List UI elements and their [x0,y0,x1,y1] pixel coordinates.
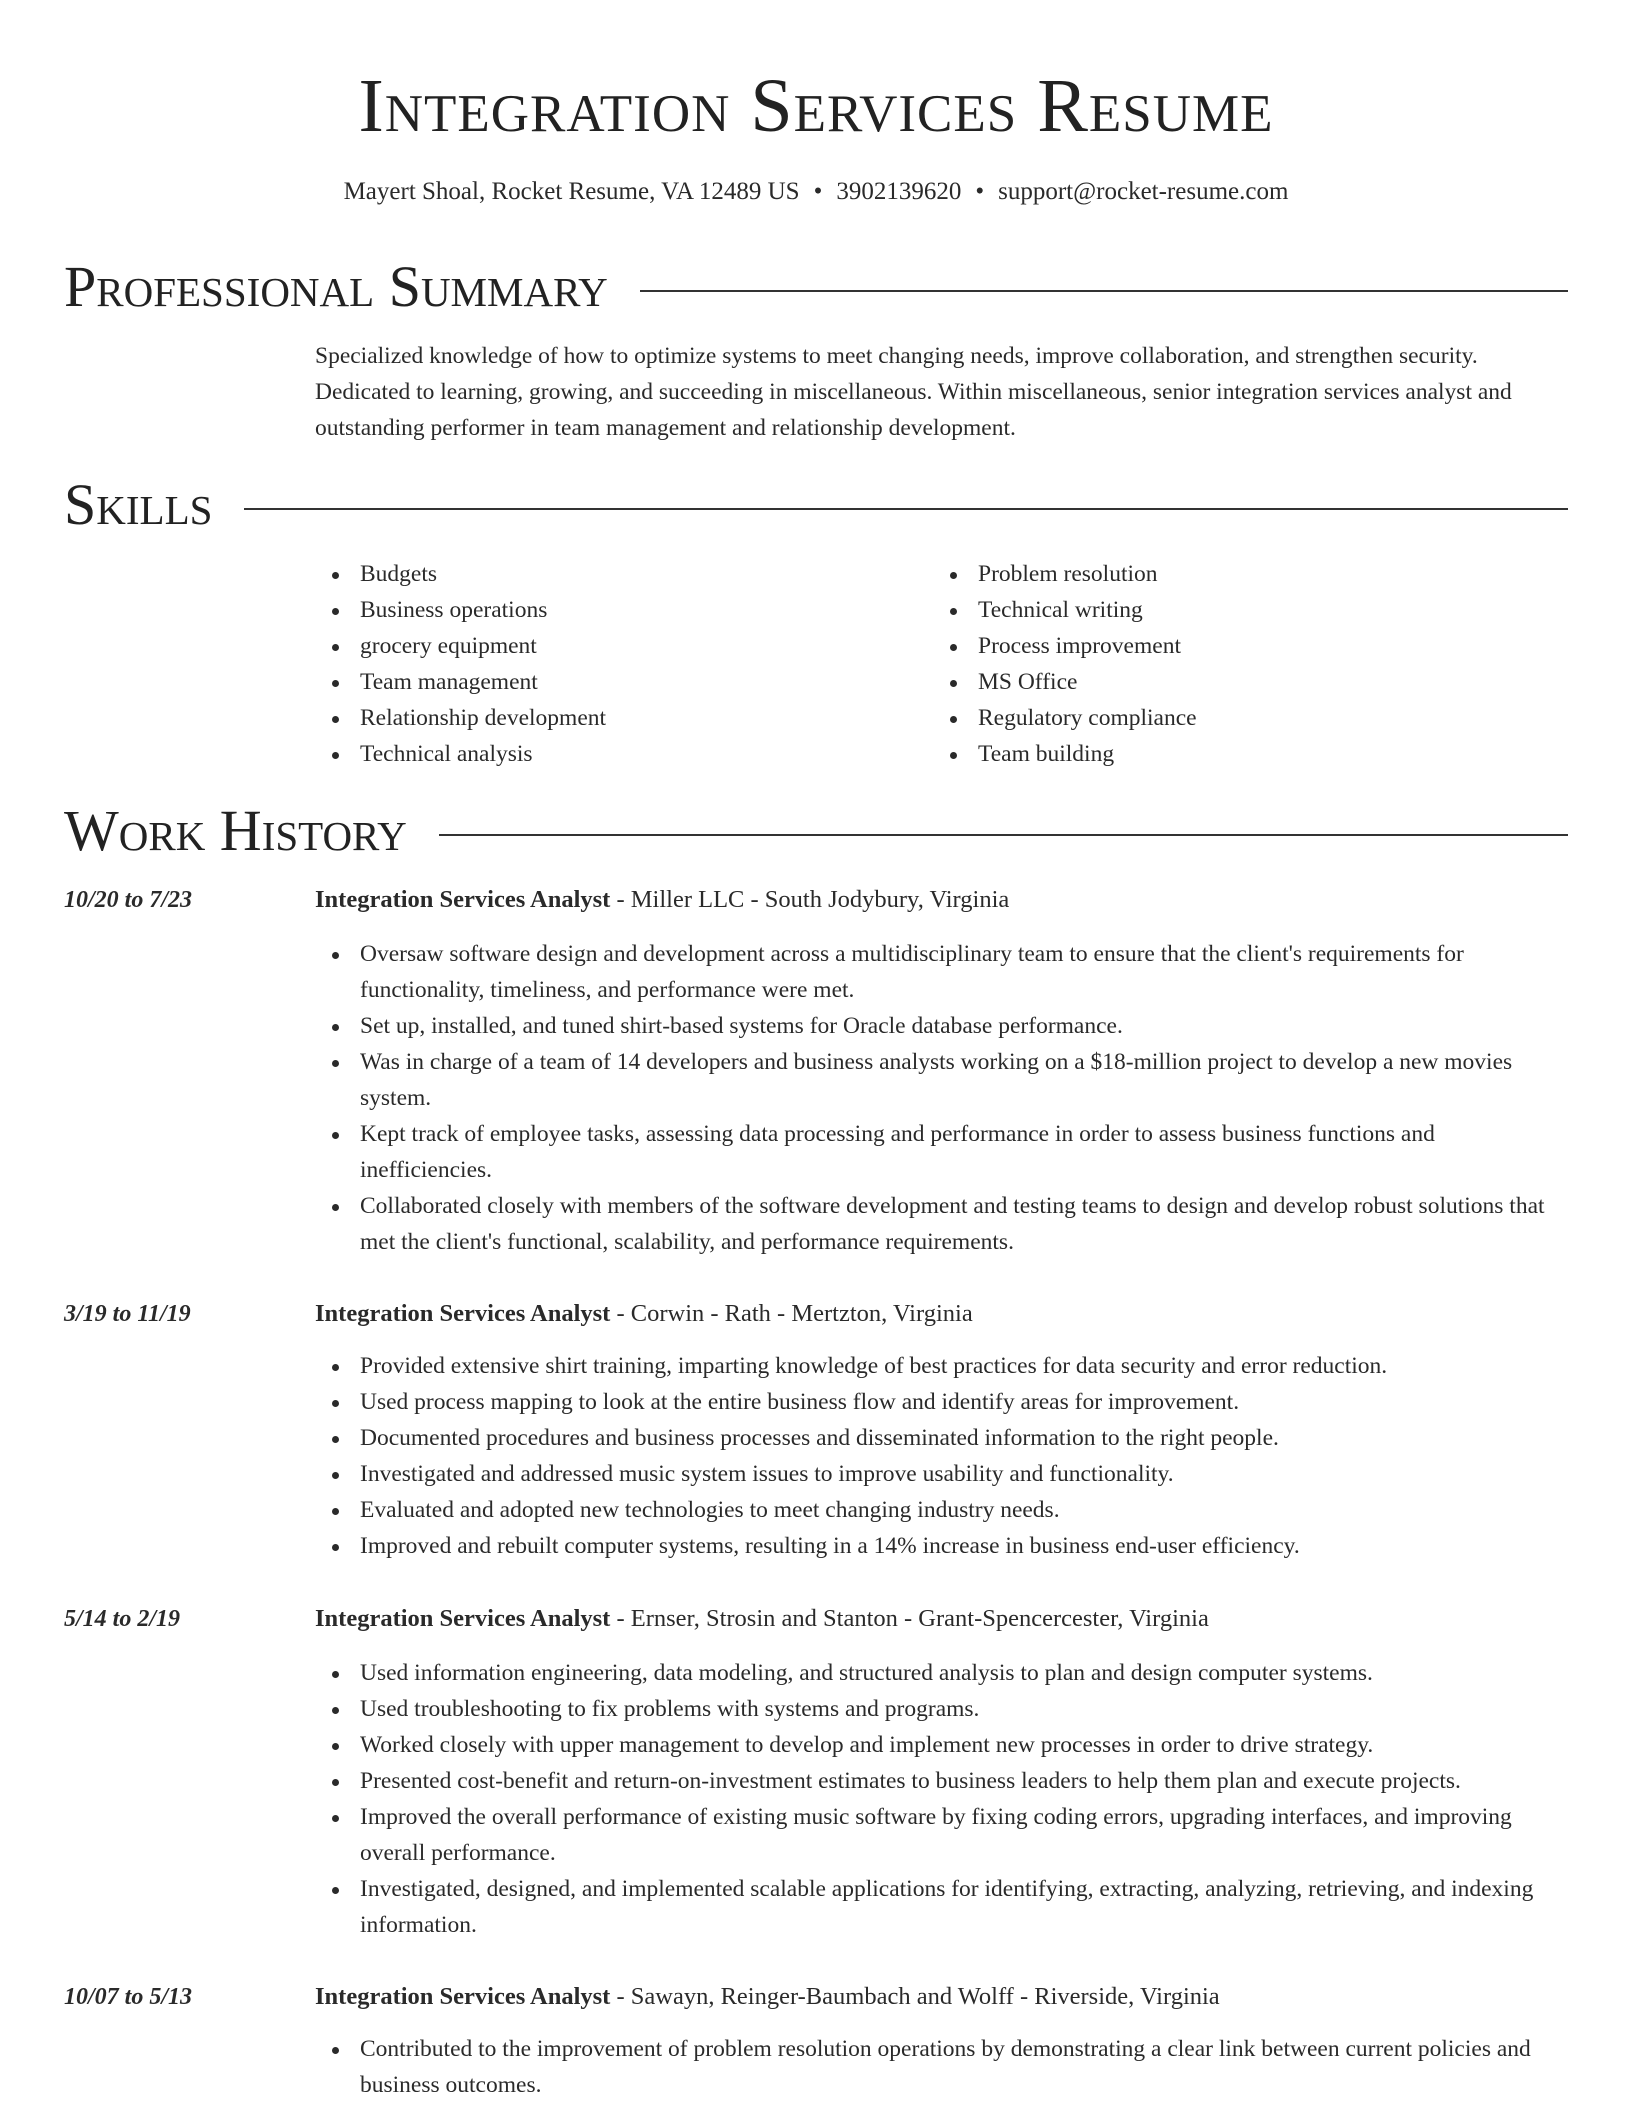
job-dates: 5/14 to 2/19 [64,1606,181,1632]
skills-section-header [64,472,1568,538]
job-dates: 10/07 to 5/13 [64,1984,193,2010]
work-section-header [64,798,1568,864]
job-bullet: Worked closely with upper management to develop and implement new processes in order to drive strategy. [315,1727,1570,1763]
job-details: - Corwin - Rath - Mertzton, Virginia [610,1300,973,1327]
job-bullet-list [315,2031,1570,2103]
skill-item: Team building [933,736,1533,772]
job-bullet-list [315,1348,1570,1564]
summary-section-header [64,254,1568,320]
contact-phone: 3902139620 [836,178,962,205]
job-bullet: Contributed to the improvement of problem resolution operations by demonstrating a clear link between current policies and business outcomes. [315,2031,1570,2103]
job-header [315,882,1009,918]
skills-list-right [933,556,1533,772]
job-bullet-list [315,936,1570,1260]
job-role: Integration Services Analyst [315,1605,611,1632]
skill-item: Regulatory compliance [933,700,1533,736]
skill-item: Business operations [315,592,915,628]
job-details: - Miller LLC - South Jodybury, Virginia [610,886,1010,913]
job-bullet: Used troubleshooting to fix problems with systems and programs. [315,1691,1570,1727]
skill-item: grocery equipment [315,628,915,664]
job-details: - Sawayn, Reinger-Baumbach and Wolff - Riverside, Virginia [610,1983,1220,2010]
summary-text: Specialized knowledge of how to optimize systems to meet changing needs, improve collaboration, and strengthen security. Dedicated to learning, growing, and succeeding in miscellaneous. Within miscellaneous, senior integration services analyst and outstanding performer in team management and relationship development. [315,343,1512,441]
job-bullet: Documented procedures and business processes and disseminated information to the right people. [315,1420,1570,1456]
resume-title: Integration Services Resume [358,64,1274,148]
skill-item: Team management [315,664,915,700]
job-header [315,1601,1209,1637]
job-role: Integration Services Analyst [315,886,611,913]
job-bullet-list [315,1655,1570,1943]
contact-line [0,175,1632,209]
skill-item: MS Office [933,664,1533,700]
job-bullet: Evaluated and adopted new technologies to meet changing industry needs. [315,1492,1570,1528]
job-bullet: Investigated, designed, and implemented scalable applications for identifying, extracting, analyzing, retrieving, and indexing information. [315,1871,1570,1943]
contact-address: Mayert Shoal, Rocket Resume, VA 12489 US [343,178,800,205]
job-bullet: Improved the overall performance of existing music software by fixing coding errors, upgrading interfaces, and improving overall performance. [315,1799,1570,1871]
skill-item: Process improvement [933,628,1533,664]
work-heading: Work History [64,798,407,863]
job-dates: 3/19 to 11/19 [64,1301,191,1327]
section-divider [439,834,1568,836]
job-header [315,1296,973,1332]
job-bullet: Investigated and addressed music system issues to improve usability and functionality. [315,1456,1570,1492]
job-bullet: Collaborated closely with members of the software development and testing teams to design and develop robust solutions that met the client's functional, scalability, and performance requirements. [315,1188,1570,1260]
skill-item: Relationship development [315,700,915,736]
job-details: - Ernser, Strosin and Stanton - Grant-Spencercester, Virginia [610,1605,1209,1632]
skill-item: Technical analysis [315,736,915,772]
job-bullet: Used information engineering, data modeling, and structured analysis to plan and design computer systems. [315,1655,1570,1691]
skill-item: Technical writing [933,592,1533,628]
job-dates: 10/20 to 7/23 [64,887,193,913]
skills-list-left [315,556,915,772]
job-bullet: Was in charge of a team of 14 developers and business analysts working on a $18-million project to develop a new movies system. [315,1044,1570,1116]
job-bullet: Improved and rebuilt computer systems, resulting in a 14% increase in business end-user efficiency. [315,1528,1570,1564]
job-bullet: Provided extensive shirt training, imparting knowledge of best practices for data security and error reduction. [315,1348,1570,1384]
skill-item: Budgets [315,556,915,592]
skill-item: Problem resolution [933,556,1533,592]
section-divider [244,508,1568,510]
job-bullet: Used process mapping to look at the entire business flow and identify areas for improvement. [315,1384,1570,1420]
job-bullet: Oversaw software design and development across a multidisciplinary team to ensure that the client's requirements for functionality, timeliness, and performance were met. [315,936,1570,1008]
job-bullet: Set up, installed, and tuned shirt-based systems for Oracle database performance. [315,1008,1570,1044]
job-role: Integration Services Analyst [315,1983,611,2010]
job-role: Integration Services Analyst [315,1300,611,1327]
contact-separator: • [975,178,985,205]
contact-email: support@rocket-resume.com [998,178,1289,205]
skills-heading: Skills [64,472,213,537]
job-bullet: Kept track of employee tasks, assessing data processing and performance in order to assess business functions and inefficiencies. [315,1116,1570,1188]
section-divider [640,290,1568,292]
job-header [315,1979,1220,2015]
contact-separator: • [813,178,823,205]
summary-heading: Professional Summary [64,254,608,319]
job-bullet: Presented cost-benefit and return-on-investment estimates to business leaders to help them plan and execute projects. [315,1763,1570,1799]
